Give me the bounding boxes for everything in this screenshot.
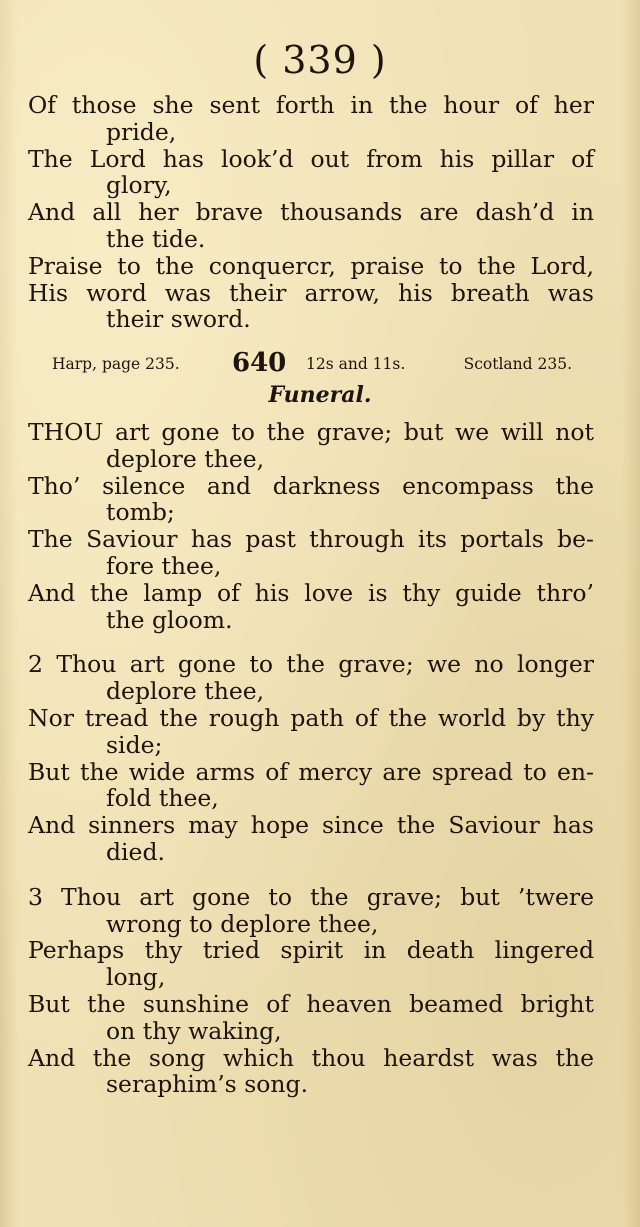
verse-line: But the wide arms of mercy are spread to en- [28, 757, 594, 786]
verse-line: 3 Thou art gone to the grave; but ’twere [28, 882, 594, 911]
verse-line: But the sunshine of heaven beamed bright [28, 989, 594, 1018]
verse-line: on thy waking, [106, 1016, 282, 1045]
verse-line: The Lord has look’d out from his pillar of [28, 144, 594, 173]
verse-line: died. [106, 837, 165, 866]
stanza-gap [28, 866, 594, 884]
previous-hymn-ending [28, 92, 594, 333]
verse-line: wrong to deplore thee, [106, 909, 379, 938]
stanza [28, 884, 594, 1098]
verse-line: And all her brave thousands are dash’d in [28, 198, 594, 227]
hymn-stanzas [28, 419, 594, 1098]
verse-line: fore thee, [106, 551, 222, 580]
hymn-title: Funeral. [268, 382, 372, 408]
verse-line: Praise to the conquercr, praise to the Lord, [28, 251, 594, 280]
page-number: ( 339 ) [253, 38, 387, 82]
verse-line: side; [106, 730, 163, 759]
verse-line: long, [106, 963, 166, 992]
stanza-gap [28, 633, 594, 651]
verse-line: their sword. [106, 305, 251, 334]
verse-line: His word was their arrow, his breath was [28, 278, 594, 307]
verse-line: seraphim’s song. [106, 1070, 309, 1099]
hymn-number: 640 [232, 348, 287, 378]
verse-line: And sinners may hope since the Saviour has [28, 811, 594, 840]
verse-line: the gloom. [106, 605, 233, 634]
hymn-source-right: Scotland 235. [463, 355, 572, 373]
verse-line: tomb; [106, 498, 175, 527]
verse-line: Of those she sent forth in the hour of her [28, 91, 594, 119]
stanza [28, 419, 594, 633]
verse-line: And the lamp of his love is thy guide thro’ [28, 578, 594, 607]
hymn-header [52, 350, 572, 380]
verse-line: Nor tread the rough path of the world by thy [28, 703, 594, 732]
verse-line: The Saviour has past through its portals be- [28, 525, 594, 554]
verse-line: Perhaps thy tried spirit in death lingered [28, 936, 594, 965]
verse-line: THOU art gone to the grave; but we will not [28, 418, 594, 446]
stanza [28, 651, 594, 865]
verse-line: fold thee, [106, 784, 219, 813]
hymn-source-left: Harp, page 235. [52, 355, 180, 373]
verse-line: deplore thee, [106, 677, 265, 706]
verse-line: 2 Thou art gone to the grave; we no longer [28, 650, 594, 679]
verse-line: the tide. [106, 224, 206, 253]
verse-line: Tho’ silence and darkness encompass the [28, 471, 594, 500]
verse-line: And the song which thou heardst was the [28, 1043, 594, 1072]
hymn-meter: 12s and 11s. [306, 355, 406, 373]
verse-line: deplore thee, [106, 444, 265, 473]
verse-line: glory, [106, 171, 172, 200]
verse-line: pride, [106, 117, 177, 146]
